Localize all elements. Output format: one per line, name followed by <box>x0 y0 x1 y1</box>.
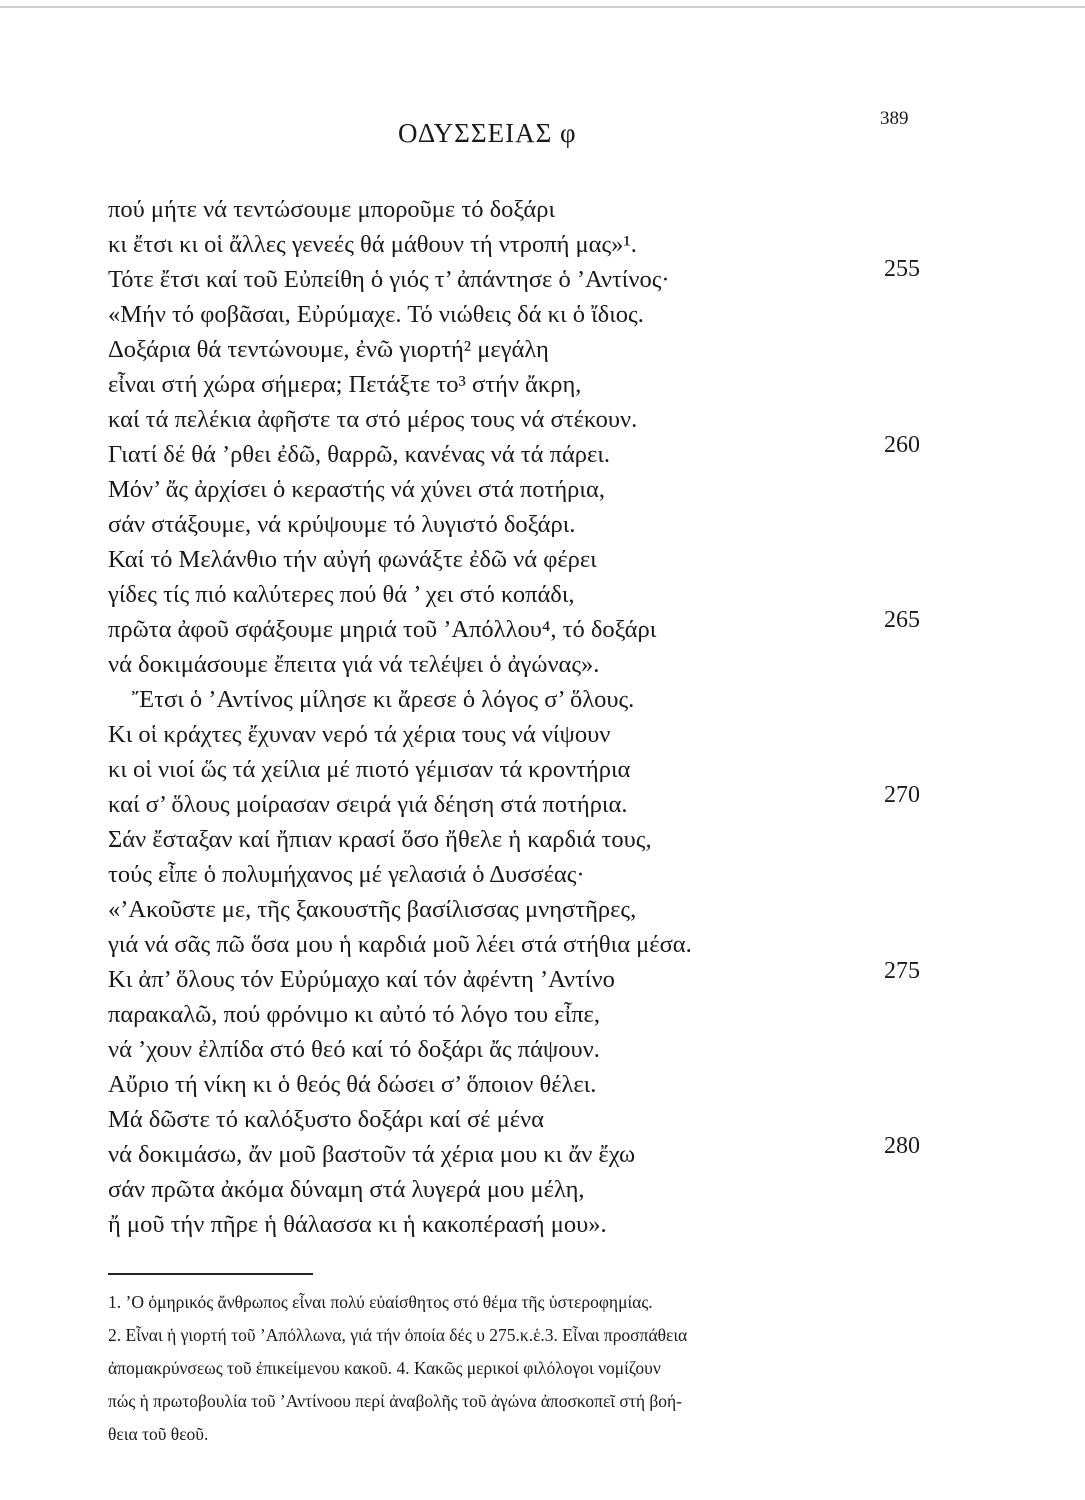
verse-line: Γιατί δέ θά ’ρθει ἐδῶ, θαρρῶ, κανένας νά τά πάρει. <box>108 441 611 468</box>
line-number: 270 <box>884 782 920 808</box>
verse-line: εἶναι στή χώρα σήμερα; Πετάξτε το³ στήν ἄκρη, <box>108 371 582 398</box>
footnote-line: 2. Εἶναι ἡ γιορτή τοῦ ’Απόλλωνα, γιά τήν ὁποία δές υ 275.κ.ἑ.3. Εἶναι προσπάθεια <box>108 1325 688 1345</box>
verse-line: κι ἔτσι κι οἱ ἄλλες γενεές θά μάθουν τή ντροπή μας»¹. <box>108 231 637 258</box>
verse-line: Δοξάρια θά τεντώνουμε, ἐνῶ γιορτή² μεγάλη <box>108 336 549 363</box>
verse-line: παρακαλῶ, πού φρόνιμο κι αὐτό τό λόγο του εἶπε, <box>108 1001 600 1028</box>
line-number: 255 <box>884 256 920 282</box>
verse-line: Ἔτσι ὁ ’Αντίνος μίλησε κι ἄρεσε ὁ λόγος σ’ ὅλους. <box>132 686 635 713</box>
line-number: 265 <box>884 607 920 633</box>
verse-line: Μόν’ ἄς ἀρχίσει ὁ κεραστής νά χύνει στά ποτήρια, <box>108 476 605 503</box>
verse-line: κι οἱ νιοί ὥς τά χείλια μέ πιοτό γέμισαν τά κροντήρια <box>108 756 631 783</box>
verse-line: νά ’χουν ἐλπίδα στό θεό καί τό δοξάρι ἄς πάψουν. <box>108 1036 600 1063</box>
verse-line: πού μήτε νά τεντώσουμε μποροῦμε τό δοξάρι <box>108 196 556 223</box>
page-number: 389 <box>880 108 909 129</box>
running-head-title: ΟΔΥΣΣΕΙΑΣ φ <box>398 118 577 148</box>
verse-line: καί σ’ ὅλους μοίρασαν σειρά γιά δέηση στά ποτήρια. <box>108 791 628 818</box>
verse-line: «Μήν τό φοβᾶσαι, Εὐρύμαχε. Τό νιώθεις δά κι ὁ ἴδιος. <box>108 301 644 328</box>
verse-line: καί τά πελέκια ἀφῆστε τα στό μέρος τους νά στέκουν. <box>108 406 638 433</box>
verse-line: Κι ἀπ’ ὅλους τόν Εὐρύμαχο καί τόν ἀφέντη ’Αντίνο <box>108 966 615 993</box>
verse-line: γιά νά σᾶς πῶ ὅσα μου ἡ καρδιά μοῦ λέει στά στήθια μέσα. <box>108 931 692 958</box>
verse-line: πρῶτα ἀφοῦ σφάξουμε μηριά τοῦ ’Απόλλου⁴, τό δοξάρι <box>108 616 657 643</box>
footnote-separator <box>108 1273 313 1275</box>
verse-line: νά δοκιμάσω, ἄν μοῦ βαστοῦν τά χέρια μου κι ἄν ἔχω <box>108 1141 636 1168</box>
line-number: 260 <box>884 432 920 458</box>
verse-line: νά δοκιμάσουμε ἔπειτα γιά νά τελέψει ὁ ἀγώνας». <box>108 651 600 678</box>
verse-line: Κι οἱ κράχτες ἔχυναν νερό τά χέρια τους νά νίψουν <box>108 721 611 748</box>
footnote-line: θεια τοῦ θεοῦ. <box>108 1424 209 1444</box>
footnote-line: πώς ἡ πρωτοβουλία τοῦ ’Αντίνοου περί ἀναβολῆς τοῦ ἀγώνα ἀποσκοπεῖ στή βοή- <box>108 1391 683 1411</box>
verse-line: Αὔριο τή νίκη κι ὁ θεός θά δώσει σ’ ὅποιον θέλει. <box>108 1071 597 1098</box>
verse-line: «’Ακοῦστε με, τῆς ξακουστῆς βασίλισσας μνηστῆρες, <box>108 896 637 923</box>
verse-line: Μά δῶστε τό καλόξυστο δοξάρι καί σέ μένα <box>108 1106 544 1133</box>
verse-line: Καί τό Μελάνθιο τήν αὐγή φωνάξτε ἐδῶ νά φέρει <box>108 546 597 573</box>
footnote-line: ἀπομακρύνσεως τοῦ ἐπικείμενου κακοῦ. 4. Κακῶς μερικοί φιλόλογοι νομίζουν <box>108 1358 661 1378</box>
verse-line: γίδες τίς πιό καλύτερες πού θά ’ χει στό κοπάδι, <box>108 581 575 608</box>
footnote-line: 1. ’Ο ὁμηρικός ἄνθρωπος εἶναι πολύ εὐαίσθητος στό θέμα τῆς ὑστεροφημίας. <box>108 1292 653 1312</box>
line-number: 275 <box>884 958 920 984</box>
verse-line: ἤ μοῦ τήν πῆρε ἡ θάλασσα κι ἡ κακοπέρασή μου». <box>108 1211 607 1238</box>
verse-line: σάν πρῶτα ἀκόμα δύναμη στά λυγερά μου μέλη, <box>108 1176 585 1203</box>
verse-line: σάν στάξουμε, νά κρύψουμε τό λυγιστό δοξάρι. <box>108 511 576 538</box>
verse-line: Τότε ἔτσι καί τοῦ Εὐπείθη ὁ γιός τ’ ἀπάντησε ὁ ’Αντίνος· <box>108 266 670 293</box>
line-number: 280 <box>884 1133 920 1159</box>
verse-line: Σάν ἔσταξαν καί ἤπιαν κρασί ὅσο ἤθελε ἡ καρδιά τους, <box>108 826 652 853</box>
verse-line: τούς εἶπε ὁ πολυμήχανος μέ γελασιά ὁ Δυσσέας· <box>108 861 585 888</box>
